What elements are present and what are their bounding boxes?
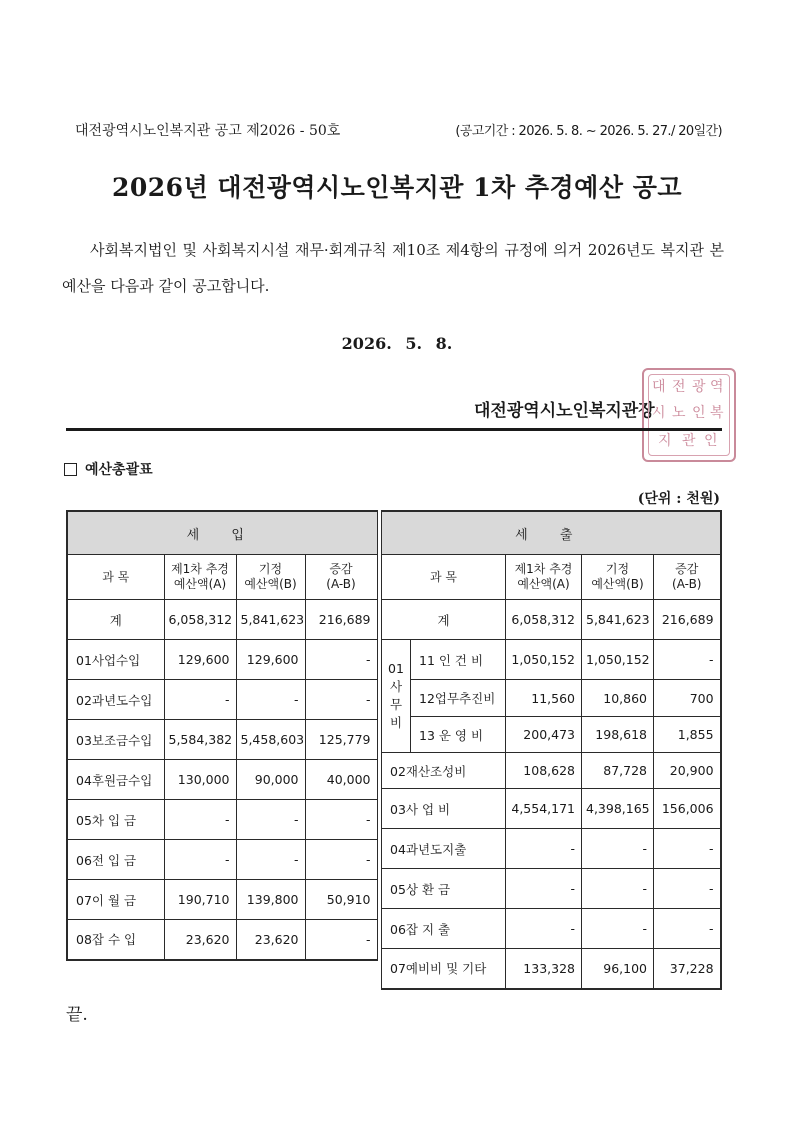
- notice-period: (공고기간 : 2026. 5. 8. ~ 2026. 5. 27./ 20일간): [455, 124, 722, 139]
- expenditure-row: [382, 717, 721, 753]
- income-row: [67, 920, 377, 960]
- seal-char: 대: [652, 379, 666, 395]
- issuer-name: 대전광역시노인복지관장: [474, 401, 655, 421]
- income-cell-b: 90,000: [236, 760, 305, 800]
- expenditure-cell-name: 04과년도지출: [382, 829, 506, 869]
- income-cell-a: 5,584,382: [164, 720, 236, 760]
- expenditure-cell-a: -: [506, 869, 582, 909]
- expenditure-cell-diff: 37,228: [654, 949, 721, 989]
- income-cell-name: 08잡 수 입: [67, 920, 164, 960]
- income-row: [67, 600, 377, 640]
- income-cell-b: -: [236, 800, 305, 840]
- expenditure-cell-diff: 216,689: [654, 600, 721, 640]
- expenditure-cell-name: 12업무추진비: [411, 680, 506, 717]
- income-cell-a: 23,620: [164, 920, 236, 960]
- income-row: [67, 760, 377, 800]
- income-cell-name: 01사업수입: [67, 640, 164, 680]
- income-cell-name: 07이 월 금: [67, 880, 164, 920]
- income-cell-b: 5,841,623: [236, 600, 305, 640]
- income-row: [67, 800, 377, 840]
- seal-char: 지: [658, 433, 672, 449]
- income-cell-a: -: [164, 800, 236, 840]
- header-line: (A-B): [672, 577, 702, 591]
- expenditure-cell-b: 4,398,165: [582, 789, 654, 829]
- income-cell-b: 23,620: [236, 920, 305, 960]
- income-row: [67, 720, 377, 760]
- income-cell-name: 03보조금수입: [67, 720, 164, 760]
- announcement-body: 사회복지법인 및 사회복지시설 재무·회계규칙 제10조 제4항의 규정에 의거 2026년도 복지관 본예산을 다음과 같이 공고합니다.: [62, 241, 724, 295]
- income-cell-a: 6,058,312: [164, 600, 236, 640]
- income-cell-name: 05차 입 금: [67, 800, 164, 840]
- section-title: 예산총괄표: [85, 462, 153, 478]
- expenditure-cell-a: 11,560: [506, 680, 582, 717]
- income-cell-diff: -: [305, 840, 377, 880]
- expenditure-row: [382, 829, 721, 869]
- income-cell-diff: 125,779: [305, 720, 377, 760]
- expenditure-cell-a: 200,473: [506, 717, 582, 753]
- expenditure-cell-b: 10,860: [582, 680, 654, 717]
- expenditure-cell-diff: 156,006: [654, 789, 721, 829]
- expenditure-row: [382, 869, 721, 909]
- expenditure-row: [382, 789, 721, 829]
- income-cell-b: 139,800: [236, 880, 305, 920]
- expenditure-row: [382, 680, 721, 717]
- expenditure-cell-diff: -: [654, 869, 721, 909]
- seal-char: 인: [692, 405, 706, 421]
- income-cell-name: 06전 입 금: [67, 840, 164, 880]
- expenditure-cell-name: 03사 업 비: [382, 789, 506, 829]
- income-row: [67, 680, 377, 720]
- income-rows: [67, 600, 377, 960]
- expenditure-cell-a: 108,628: [506, 753, 582, 789]
- expenditure-row: [382, 753, 721, 789]
- expenditure-cell-a: 133,328: [506, 949, 582, 989]
- income-cell-diff: -: [305, 800, 377, 840]
- header-line: 예산액(B): [591, 577, 644, 591]
- header-line: 제1차 추경: [171, 562, 229, 576]
- end-mark: 끝.: [66, 1005, 88, 1025]
- expenditure-cell-name: 07예비비 및 기타: [382, 949, 506, 989]
- expenditure-cell-b: -: [582, 869, 654, 909]
- header-line: 예산액(A): [173, 577, 227, 591]
- expenditure-cell-b: 1,050,152: [582, 640, 654, 680]
- income-row: [67, 880, 377, 920]
- expenditure-row: [382, 949, 721, 989]
- expenditure-cell-name: 13 운 영 비: [411, 717, 506, 753]
- income-cell-diff: -: [305, 920, 377, 960]
- header-line: 제1차 추경: [514, 562, 573, 576]
- expenditure-cell-a: -: [506, 909, 582, 949]
- income-cell-b: -: [236, 680, 305, 720]
- column-header: [305, 555, 377, 600]
- income-row: [67, 840, 377, 880]
- official-seal: [642, 368, 736, 462]
- income-cell-b: 129,600: [236, 640, 305, 680]
- header-line: 증감: [675, 562, 699, 576]
- header-line: (A-B): [326, 577, 356, 591]
- income-cell-name: 02과년도수입: [67, 680, 164, 720]
- group-label: 01 사 무 비: [382, 640, 411, 753]
- income-cell-diff: -: [305, 640, 377, 680]
- column-header: 과 목: [67, 555, 164, 600]
- expenditure-cell-diff: -: [654, 640, 721, 680]
- seal-char: 광: [692, 379, 706, 395]
- income-cell-diff: 40,000: [305, 760, 377, 800]
- income-cell-diff: 216,689: [305, 600, 377, 640]
- income-cell-a: -: [164, 840, 236, 880]
- expenditure-row: [382, 600, 721, 640]
- expenditure-cell-a: 4,554,171: [506, 789, 582, 829]
- seal-char: 시: [652, 405, 666, 421]
- unit-label: (단위 : 천원): [637, 491, 720, 507]
- expenditure-header: 세 출: [382, 511, 721, 555]
- header-line: 예산액(B): [244, 577, 297, 591]
- income-cell-name: 04후원금수입: [67, 760, 164, 800]
- column-header: [582, 555, 654, 600]
- income-cell-b: -: [236, 840, 305, 880]
- notice-number: 대전광역시노인복지관 공고 제2026 - 50호: [75, 123, 341, 139]
- expenditure-cell-name: 06잡 지 출: [382, 909, 506, 949]
- income-cell-a: 129,600: [164, 640, 236, 680]
- expenditure-cell-diff: 1,855: [654, 717, 721, 753]
- section-heading: [64, 459, 153, 479]
- income-header: 세 입: [67, 511, 377, 555]
- seal-char: 복: [710, 405, 724, 421]
- expenditure-cell-name: 02재산조성비: [382, 753, 506, 789]
- seal-char: 전: [672, 379, 686, 395]
- column-header: 과 목: [382, 555, 506, 600]
- expenditure-cell-a: 1,050,152: [506, 640, 582, 680]
- income-cell-diff: 50,910: [305, 880, 377, 920]
- expenditure-cell-b: -: [582, 909, 654, 949]
- column-header: [236, 555, 305, 600]
- divider-rule: [66, 428, 722, 431]
- income-cell-name: 계: [67, 600, 164, 640]
- header-line: 기정: [605, 562, 630, 576]
- expenditure-rows: [382, 600, 721, 989]
- expenditure-cell-a: -: [506, 829, 582, 869]
- expenditure-cell-name: 11 인 건 비: [411, 640, 506, 680]
- expenditure-cell-b: 87,728: [582, 753, 654, 789]
- announcement-date: 2026. 5. 8.: [341, 334, 453, 353]
- seal-char: 노: [672, 405, 686, 421]
- expenditure-row: [382, 909, 721, 949]
- header-line: 기정: [258, 562, 283, 576]
- expenditure-cell-diff: -: [654, 909, 721, 949]
- expenditure-table: [381, 510, 722, 990]
- expenditure-cell-b: 198,618: [582, 717, 654, 753]
- expenditure-cell-b: 96,100: [582, 949, 654, 989]
- expenditure-cell-name: 계: [382, 600, 506, 640]
- column-header: [654, 555, 721, 600]
- expenditure-cell-name: 05상 환 금: [382, 869, 506, 909]
- expenditure-cell-a: 6,058,312: [506, 600, 582, 640]
- income-cell-a: 190,710: [164, 880, 236, 920]
- expenditure-cell-diff: 700: [654, 680, 721, 717]
- expenditure-cell-b: 5,841,623: [582, 600, 654, 640]
- seal-char: 역: [710, 379, 724, 395]
- column-header: [164, 555, 236, 600]
- expenditure-cell-diff: -: [654, 829, 721, 869]
- checkbox-icon: [64, 463, 77, 476]
- seal-char: 관: [682, 433, 696, 449]
- income-cell-b: 5,458,603: [236, 720, 305, 760]
- expenditure-cell-b: -: [582, 829, 654, 869]
- column-header: [506, 555, 582, 600]
- income-row: [67, 640, 377, 680]
- expenditure-cell-diff: 20,900: [654, 753, 721, 789]
- expenditure-row: [382, 640, 721, 680]
- income-cell-a: 130,000: [164, 760, 236, 800]
- header-line: 예산액(A): [517, 577, 570, 591]
- seal-char: 인: [704, 433, 718, 449]
- income-table: [66, 510, 378, 961]
- page-title: 2026년 대전광역시노인복지관 1차 추경예산 공고: [112, 173, 682, 202]
- income-cell-diff: -: [305, 680, 377, 720]
- header-line: 증감: [329, 562, 353, 576]
- income-cell-a: -: [164, 680, 236, 720]
